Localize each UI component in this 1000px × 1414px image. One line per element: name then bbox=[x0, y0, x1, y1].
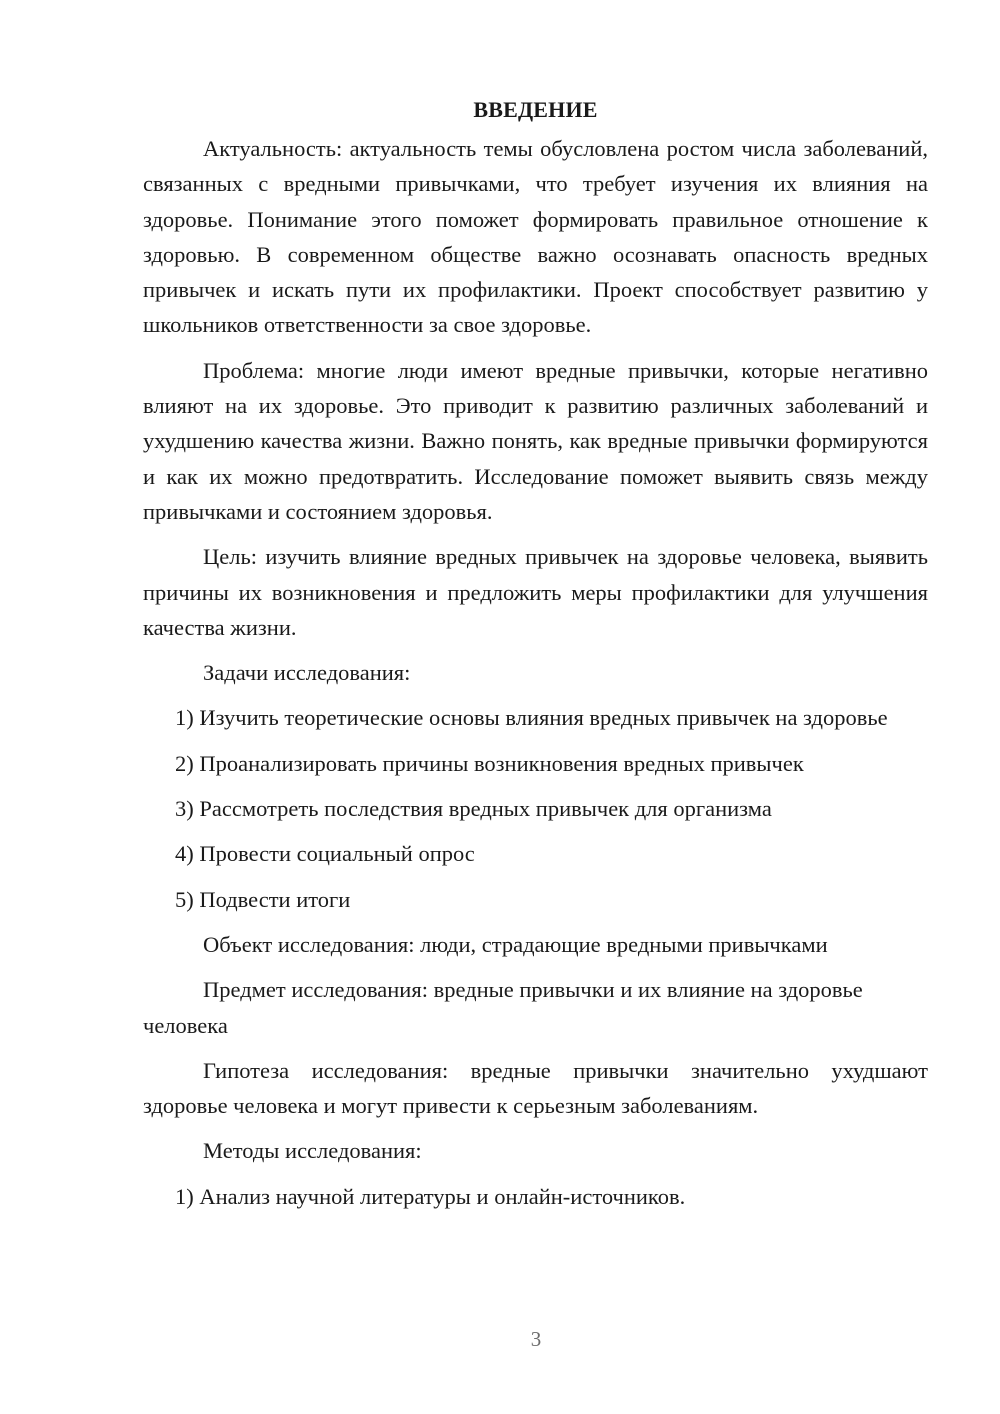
method-item: 1) Анализ научной литературы и онлайн-источников. bbox=[175, 1183, 686, 1209]
task-item: 2) Проанализировать причины возникновения вредных привычек bbox=[175, 750, 804, 776]
tasks-heading: Задачи исследования: bbox=[203, 660, 411, 686]
task-item: 4) Провести социальный опрос bbox=[175, 841, 475, 867]
methods-heading: Методы исследования: bbox=[203, 1138, 422, 1164]
problem-paragraph: Проблема: многие люди имеют вредные привычки, которые негативно влияют на их здоровье. Это приводит к развитию различных заболеваний и ухудшению качества жизни. Важно понять, как вредные привычки формируются и как их можно предотвратить. Исследование поможет выявить связь между привычками и состоянием здоровья. bbox=[143, 357, 928, 524]
task-item: 1) Изучить теоретические основы влияния вредных привычек на здоровье bbox=[175, 705, 888, 731]
page-number: 3 bbox=[530, 1327, 542, 1351]
hypothesis-paragraph: Гипотеза исследования: вредные привычки значительно ухудшают здоровье человека и могут привести к серьезным заболеваниям. bbox=[143, 1057, 928, 1119]
page-content bbox=[143, 92, 928, 1224]
goal-paragraph: Цель: изучить влияние вредных привычек на здоровье человека, выявить причины их возникновения и предложить меры профилактики для улучшения качества жизни. bbox=[143, 544, 928, 640]
relevance-paragraph: Актуальность: актуальность темы обусловлена ростом числа заболеваний, связанных с вредными привычками, что требует изучения их влияния на здоровье. Понимание этого поможет формировать правильное отношение к здоровью. В современном обществе важно осознавать опасность вредных привычек и искать пути их профилактики. Проект способствует развитию у школьников ответственности за свое здоровье. bbox=[143, 136, 928, 338]
task-item: 3) Рассмотреть последствия вредных привычек для организма bbox=[175, 796, 772, 822]
task-item: 5) Подвести итоги bbox=[175, 886, 351, 912]
section-title: ВВЕДЕНИЕ bbox=[473, 97, 598, 122]
subject-paragraph: Предмет исследования: вредные привычки и их влияние на здоровье человека bbox=[143, 977, 863, 1038]
object-paragraph: Объект исследования: люди, страдающие вредными привычками bbox=[203, 931, 828, 957]
